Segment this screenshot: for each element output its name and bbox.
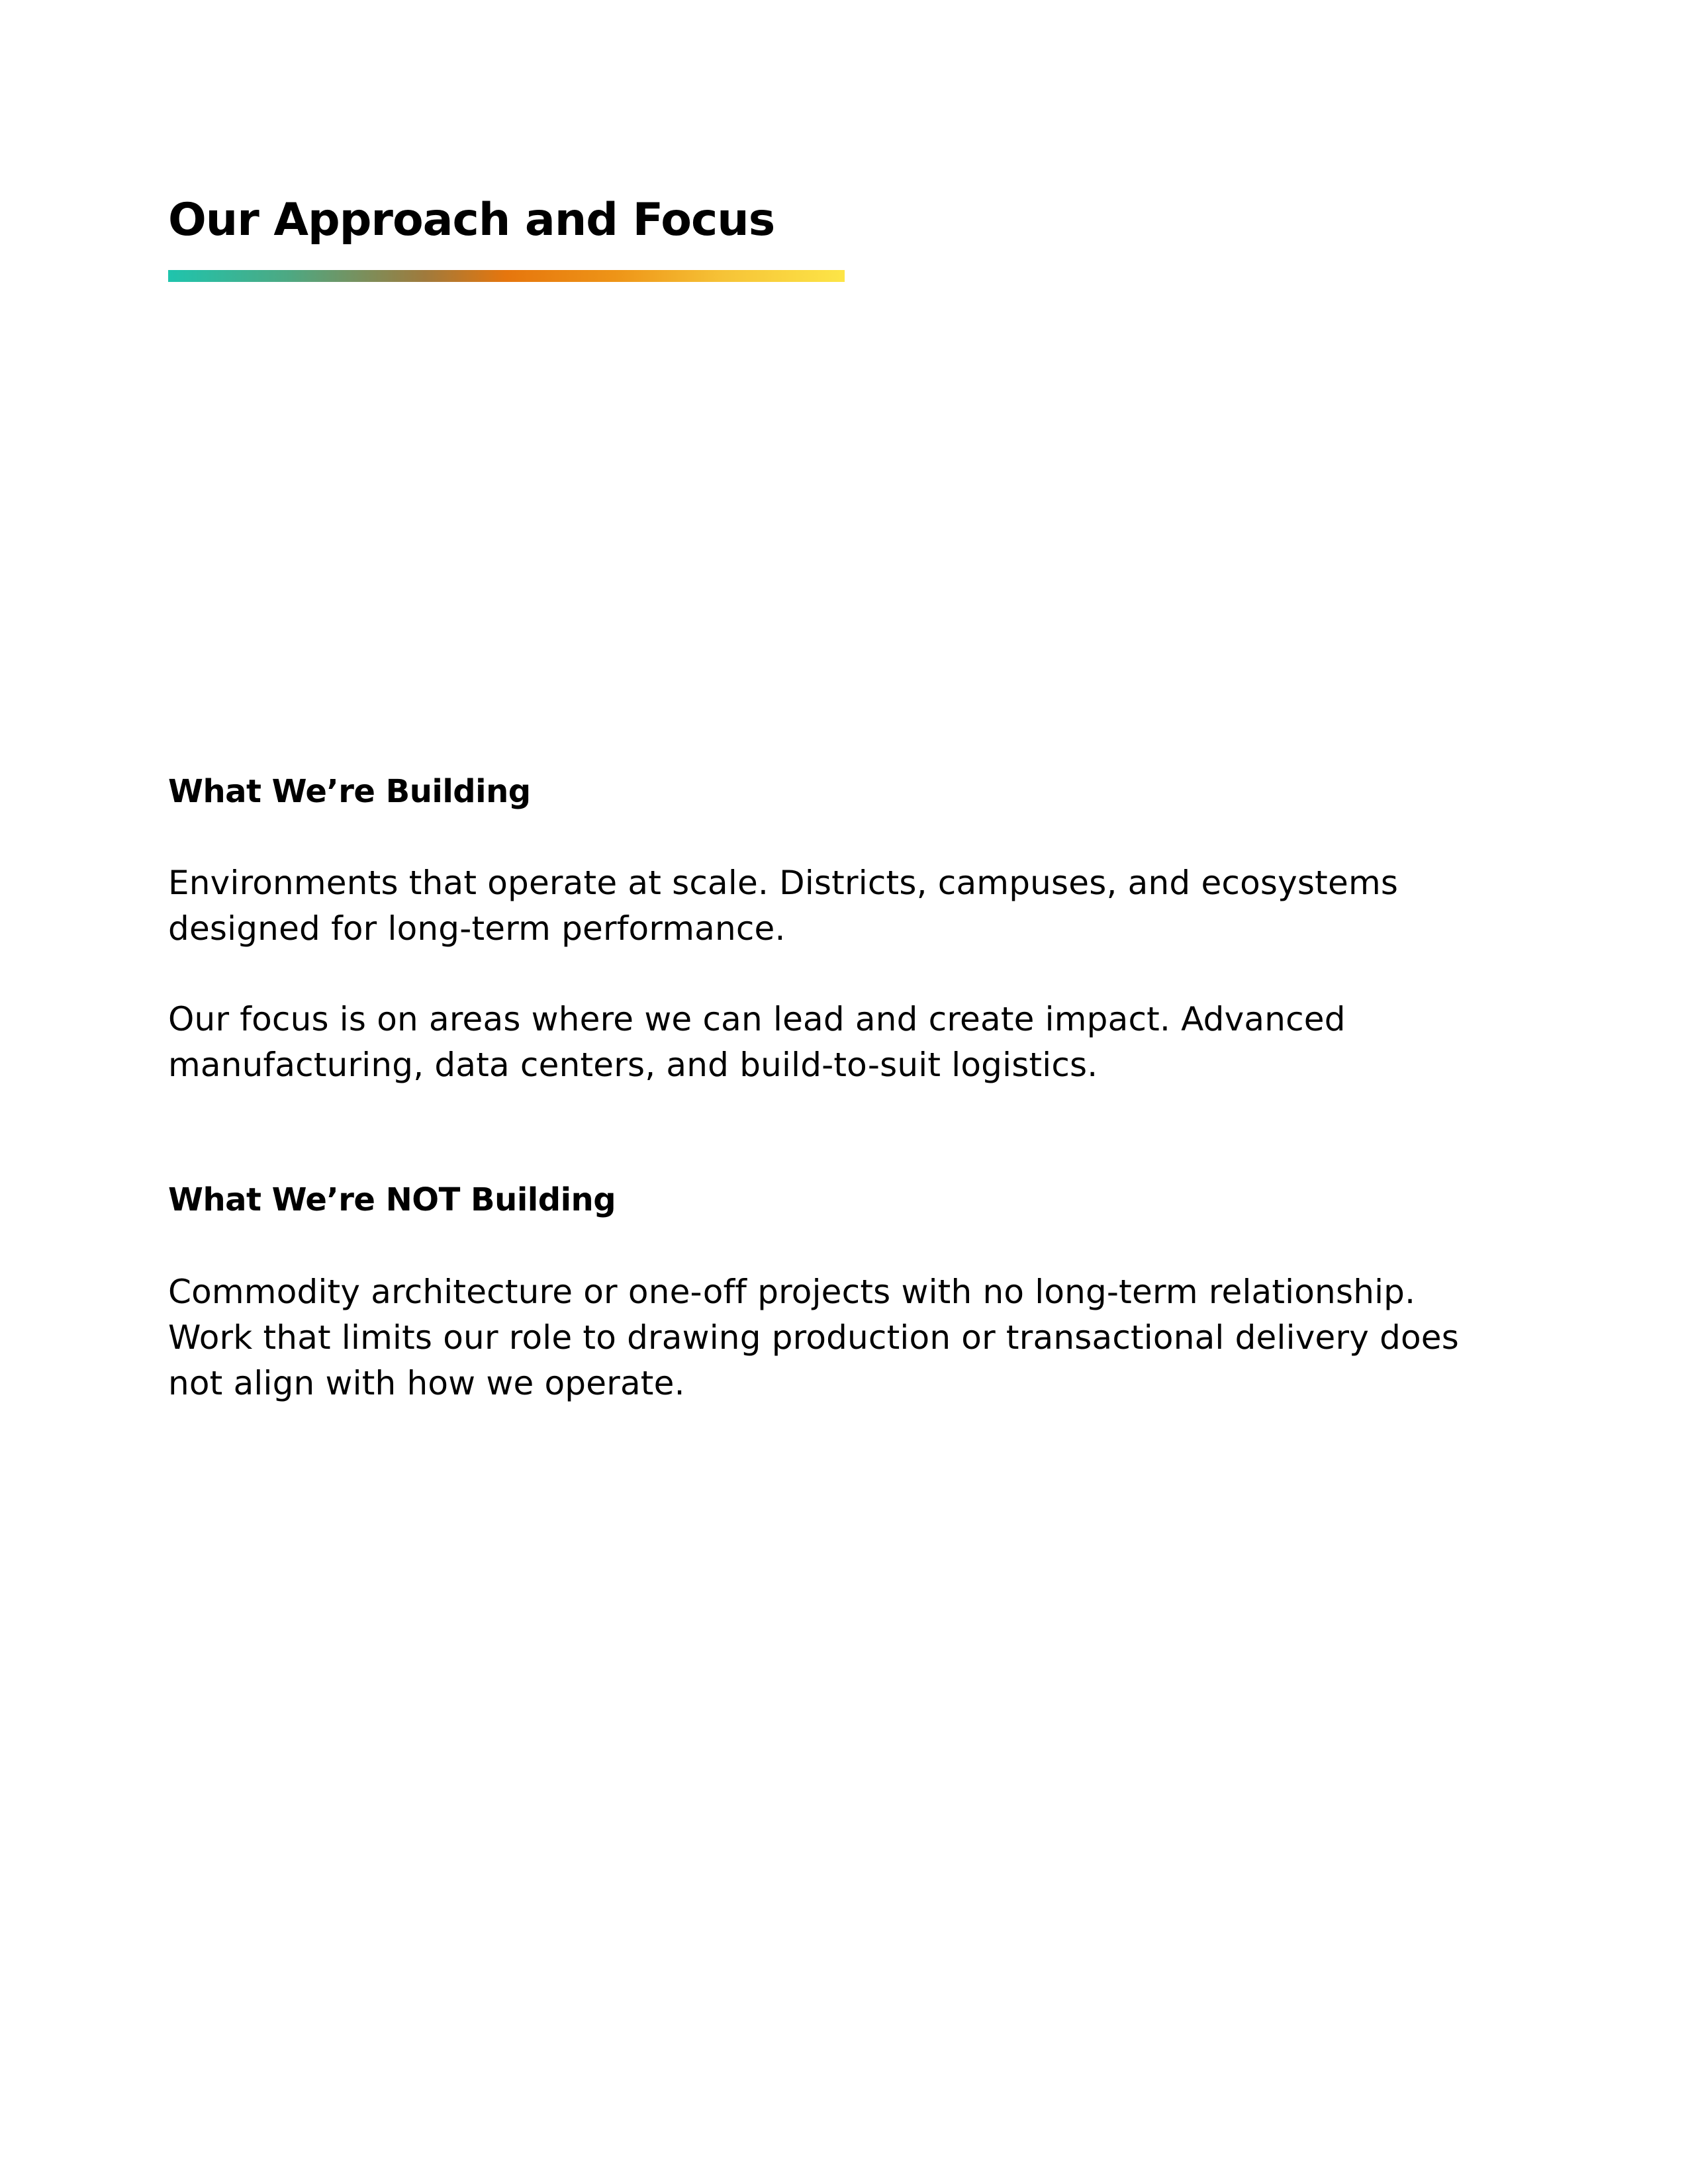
paragraph-line: Commodity architecture or one-off projects with no long-term relationship. (168, 1273, 1416, 1311)
paragraph-building-scale (168, 860, 1545, 952)
paragraph-line: designed for long-term performance. (168, 909, 786, 948)
paragraph-line: manufacturing, data centers, and build-to-suit logistics. (168, 1046, 1098, 1084)
page-title: Our Approach and Focus (168, 194, 775, 246)
paragraph-line: Work that limits our role to drawing production or transactional delivery does (168, 1318, 1460, 1357)
title-gradient-underline (168, 270, 845, 282)
section-heading-not-building: What We’re NOT Building (168, 1181, 616, 1218)
paragraph-not-building (168, 1269, 1545, 1406)
paragraph-building-focus (168, 997, 1545, 1088)
section-heading-building: What We’re Building (168, 773, 531, 810)
paragraph-line: not align with how we operate. (168, 1364, 685, 1402)
paragraph-line: Our focus is on areas where we can lead and create impact. Advanced (168, 1000, 1346, 1038)
paragraph-line: Environments that operate at scale. Districts, campuses, and ecosystems (168, 864, 1399, 902)
